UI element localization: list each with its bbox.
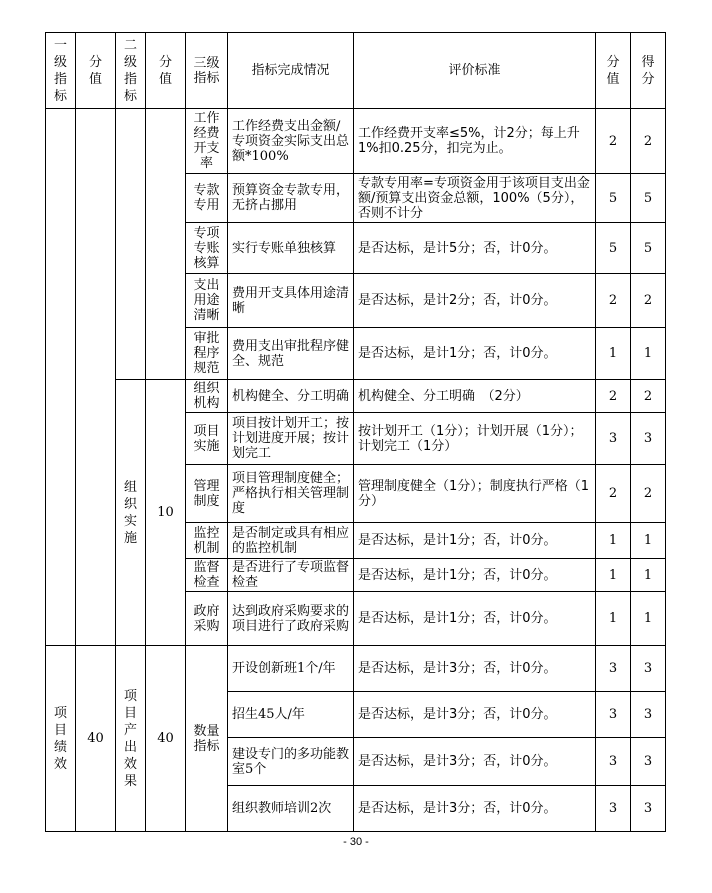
criteria-cell: 机构健全、分工明确 （2分） [354,380,596,413]
header-criteria: 评价标准 [354,33,596,109]
got-cell: 3 [631,692,666,738]
score-cell: 3 [596,646,631,692]
completion-cell: 是否进行了专项监督检查 [228,559,354,592]
criteria-cell: 是否达标，是计5分；否，计0分。 [354,223,596,274]
header-completion: 指标完成情况 [228,33,354,109]
criteria-cell: 是否达标，是计1分；否，计0分。 [354,328,596,380]
completion-cell: 工作经费支出金额/专项资金实际支出总额*100% [228,109,354,174]
criteria-cell: 是否达标，是计1分；否，计0分。 [354,559,596,592]
level3-cell: 专款专用 [186,174,228,223]
criteria-cell: 是否达标，是计3分；否，计0分。 [354,786,596,832]
header-level2: 二级指标 [116,33,146,109]
criteria-cell: 是否达标，是计3分；否，计0分。 [354,692,596,738]
header-score2: 分值 [146,33,186,109]
score-cell: 3 [596,692,631,738]
score1-perf: 40 [76,646,116,832]
level3-cell: 支出用途清晰 [186,274,228,328]
criteria-cell: 是否达标，是计2分；否，计0分。 [354,274,596,328]
score-cell: 3 [596,738,631,786]
page-number: - 30 - [343,836,369,848]
got-cell: 2 [631,465,666,523]
level1-perf: 项目绩效 [46,646,76,832]
score2-output: 40 [146,646,186,832]
got-cell: 3 [631,786,666,832]
completion-cell: 机构健全、分工明确 [228,380,354,413]
score-cell: 2 [596,465,631,523]
level3-cell: 专项专账核算 [186,223,228,274]
completion-cell: 费用开支具体用途清晰 [228,274,354,328]
score-cell: 2 [596,380,631,413]
level1-cell-empty [46,109,76,646]
completion-cell: 组织教师培训2次 [228,786,354,832]
score-cell: 3 [596,786,631,832]
criteria-cell: 工作经费开支率≤5%，计2分；每上升1%扣0.25分，扣完为止。 [354,109,596,174]
completion-cell: 是否制定或具有相应的监控机制 [228,523,354,559]
table-row [46,380,666,413]
completion-cell: 项目管理制度健全；严格执行相关管理制度 [228,465,354,523]
got-cell: 1 [631,592,666,646]
completion-cell: 预算资金专款专用，无挤占挪用 [228,174,354,223]
level3-cell: 项目实施 [186,413,228,465]
got-cell: 2 [631,109,666,174]
completion-cell: 费用支出审批程序健全、规范 [228,328,354,380]
score2-org-impl: 10 [146,380,186,646]
completion-cell: 实行专账单独核算 [228,223,354,274]
criteria-cell: 管理制度健全（1分）；制度执行严格（1分） [354,465,596,523]
header-level1: 一级指标 [46,33,76,109]
level3-cell: 监控机制 [186,523,228,559]
completion-cell: 建设专门的多功能教室5个 [228,738,354,786]
criteria-cell: 专款专用率=专项资金用于该项目支出金额/预算支出资金总额，100%（5分），否则不计分 [354,174,596,223]
level3-cell: 政府采购 [186,592,228,646]
level2-org-impl: 组织实施 [116,380,146,646]
level3-cell: 组织机构 [186,380,228,413]
criteria-cell: 是否达标，是计1分；否，计0分。 [354,523,596,559]
score-cell: 5 [596,174,631,223]
score-cell: 1 [596,559,631,592]
got-cell: 1 [631,523,666,559]
header-score1: 分值 [76,33,116,109]
level2-cell-empty [116,109,146,380]
score2-cell-empty [146,109,186,380]
score-cell: 3 [596,413,631,465]
level3-quantity: 数量指标 [186,646,228,832]
level2-output: 项目产出效果 [116,646,146,832]
evaluation-table [45,32,666,832]
got-cell: 2 [631,274,666,328]
criteria-cell: 按计划开工（1分）；计划开展（1分）；计划完工（1分） [354,413,596,465]
score-cell: 2 [596,274,631,328]
score1-cell-empty [76,109,116,646]
score-cell: 1 [596,523,631,559]
completion-cell: 开设创新班1个/年 [228,646,354,692]
score-cell: 1 [596,328,631,380]
got-cell: 3 [631,413,666,465]
score-cell: 2 [596,109,631,174]
level3-cell: 审批程序规范 [186,328,228,380]
header-got: 得分 [631,33,666,109]
level3-cell: 管理制度 [186,465,228,523]
level3-cell: 监督检查 [186,559,228,592]
score-cell: 1 [596,592,631,646]
criteria-cell: 是否达标，是计3分；否，计0分。 [354,738,596,786]
score-cell: 5 [596,223,631,274]
header-level3: 三级指标 [186,33,228,109]
got-cell: 1 [631,559,666,592]
header-row [46,33,666,109]
completion-cell: 招生45人/年 [228,692,354,738]
got-cell: 3 [631,738,666,786]
level3-cell: 工作经费开支率 [186,109,228,174]
got-cell: 2 [631,380,666,413]
got-cell: 3 [631,646,666,692]
header-score: 分值 [596,33,631,109]
table-row [46,109,666,174]
criteria-cell: 是否达标，是计3分；否，计0分。 [354,646,596,692]
got-cell: 5 [631,223,666,274]
criteria-cell: 是否达标，是计1分；否，计0分。 [354,592,596,646]
table-row [46,646,666,692]
got-cell: 5 [631,174,666,223]
completion-cell: 达到政府采购要求的项目进行了政府采购 [228,592,354,646]
completion-cell: 项目按计划开工；按计划进度开展；按计划完工 [228,413,354,465]
got-cell: 1 [631,328,666,380]
